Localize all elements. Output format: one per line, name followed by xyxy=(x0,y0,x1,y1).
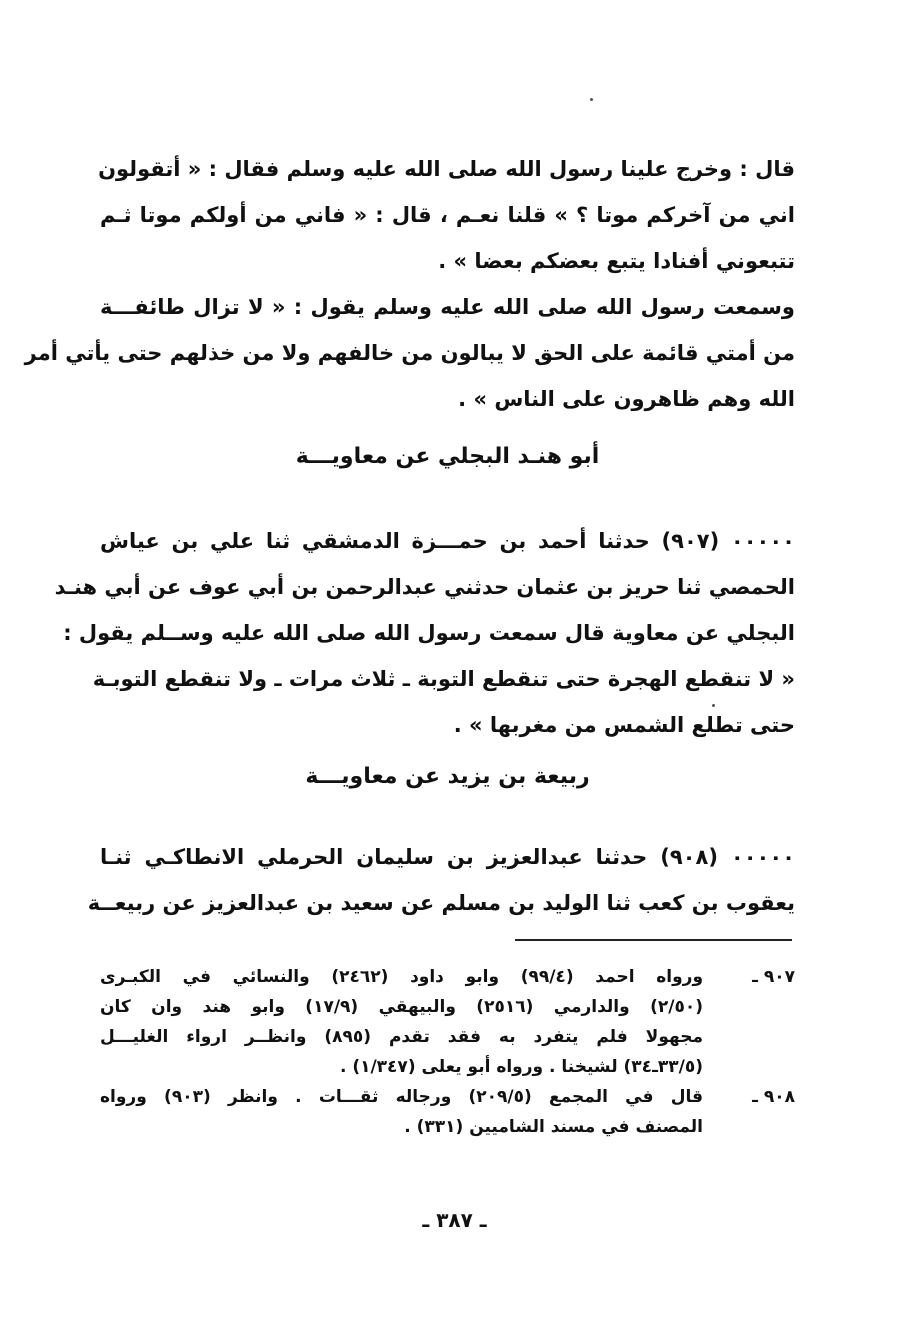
footnote-908 xyxy=(100,1082,795,1142)
hadith-908 xyxy=(87,834,795,926)
footnote-line: ورواه احمد (٩٩/٤) وابو داود (٢٤٦٢) والنسائي في الكبـرى xyxy=(100,967,704,987)
footnote-line: (٢/٥٠) والدارمي (٢٥١٦) والبيهقي (١٧/٩) وابو هند وان كان xyxy=(100,997,704,1017)
text-line: ٠٠٠٠٠ (٩٠٧) حدثنا أحمد بن حمـــزة الدمشقي ثنا علي بن عياش xyxy=(100,529,795,553)
page-number: ـ ٣٨٧ ـ xyxy=(422,1208,487,1232)
text-line: اني من آخركم موتا ؟ » قلنا نعـم ، قال : « فاني من أولكم موتا ثـم xyxy=(100,203,795,227)
footnote-line: مجهولا فلم يتفرد به فقد تقدم (٨٩٥) وانظــر ارواء الغليـــل xyxy=(100,1027,703,1047)
scan-speck xyxy=(590,98,593,101)
footnote-separator xyxy=(515,939,792,941)
footnote-number: ٩٠٨ ـ xyxy=(752,1087,795,1107)
footnote-number: ٩٠٧ ـ xyxy=(752,967,795,987)
footnote-line: قال في المجمع (٢٠٩/٥) ورجاله ثقـــات . وانظر (٩٠٣) ورواه xyxy=(100,1087,703,1107)
text-line: قال : وخرج علينا رسول الله صلى الله عليه وسلم فقال : « أتقولون xyxy=(98,157,795,181)
section-heading: ربيعة بن يزيد عن معاويـــة xyxy=(305,764,590,789)
section-heading: أبو هنـد البجلي عن معاويـــة xyxy=(295,444,600,469)
footnote-907 xyxy=(100,962,795,1082)
paragraph-2 xyxy=(24,284,795,422)
text-line: ٠٠٠٠٠ (٩٠٨) حدثنا عبدالعزيز بن سليمان الحرملي الانطاكـي ثنـا xyxy=(100,845,795,869)
footnotes xyxy=(100,962,795,1142)
paragraph-1 xyxy=(100,146,795,284)
text-line: حتى تطلع الشمس من مغربها » . xyxy=(453,713,795,737)
hadith-907 xyxy=(54,518,795,748)
text-line: البجلي عن معاوية قال سمعت رسول الله صلى الله عليه وســلم يقول : xyxy=(63,621,795,645)
text-line: وسمعت رسول الله صلى الله عليه وسلم يقول : « لا تزال طائفـــة xyxy=(100,295,795,319)
text-line: من أمتي قائمة على الحق لا يبالون من خالفهم ولا من خذلهم حتى يأتي أمر xyxy=(24,341,795,365)
footnote-line: (٣٣/٥ـ٣٤) لشيخنا . ورواه أبو يعلى (١/٣٤٧) . xyxy=(339,1057,703,1077)
text-line: « لا تنقطع الهجرة حتى تنقطع التوبة ـ ثلاث مرات ـ ولا تنقطع التوبـة xyxy=(92,667,795,691)
text-line: الحمصي ثنا حريز بن عثمان حدثني عبدالرحمن بن أبي عوف عن أبي هنـد xyxy=(54,575,795,599)
text-line: تتبعوني أفنادا يتبع بعضكم بعضا » . xyxy=(438,249,795,273)
footnote-line: المصنف في مسند الشاميين (٣٣١) . xyxy=(404,1117,703,1137)
text-line: يعقوب بن كعب ثنا الوليد بن مسلم عن سعيد بن عبدالعزيز عن ربيعــة xyxy=(87,891,795,915)
text-line: الله وهم ظاهرون على الناس » . xyxy=(458,387,795,411)
